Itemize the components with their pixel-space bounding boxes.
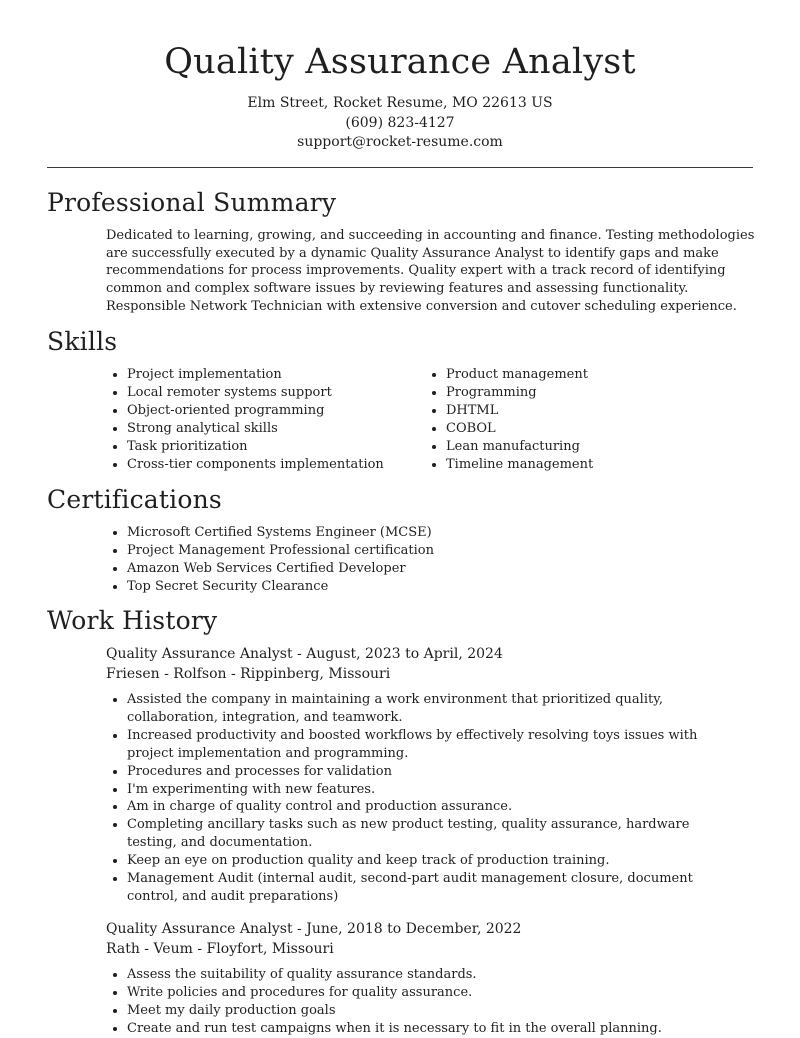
skills-column-left (106, 366, 406, 473)
certifications-list (106, 524, 706, 596)
certifications-heading: Certifications (47, 485, 222, 514)
contact-phone: (609) 823-4127 (345, 114, 455, 131)
certification-item: • Microsoft Certified Systems Engineer (MCSE) (127, 524, 706, 542)
job-bullet: • Increased productivity and boosted workflows by effectively resolving toys issues with project implementation and programming. (127, 727, 736, 763)
job-company-line: Rath - Veum - Floyfort, Missouri (106, 940, 334, 957)
job-bullet: • Procedures and processes for validation (127, 763, 736, 781)
skill-item: • Task prioritization (127, 438, 406, 456)
contact-address: Elm Street, Rocket Resume, MO 22613 US (247, 95, 553, 111)
job-bullet: • Keep an eye on production quality and keep track of production training. (127, 852, 736, 870)
work-history-heading: Work History (47, 606, 218, 635)
header-divider (47, 167, 753, 168)
contact-info (0, 94, 800, 153)
skills-column-right (425, 366, 725, 473)
summary-text: Dedicated to learning, growing, and succeeding in accounting and finance. Testing methodologies are successfully executed by a dynamic Quality Assurance Analyst to identify gaps and make recommendations for process improvements. Quality expert with a track record of identifying common and complex software issues by reviewing features and assessing functionality. Responsible Network Technician with extensive conversion and cutover scheduling experience. (106, 228, 755, 314)
job-bullet: • Meet my daily production goals (127, 1002, 736, 1020)
job-company-line: Friesen - Rolfson - Rippinberg, Missouri (106, 665, 391, 682)
skill-item: • Local remoter systems support (127, 384, 406, 402)
job-bullet: • Write policies and procedures for quality assurance. (127, 984, 736, 1002)
contact-email: support@rocket-resume.com (297, 134, 503, 150)
skill-item: • Lean manufacturing (446, 438, 725, 456)
job-bullet: • Completing ancillary tasks such as new product testing, quality assurance, hardware testing, and documentation. (127, 816, 736, 852)
job-bullet: • Assess the suitability of quality assurance standards. (127, 966, 736, 984)
job-bullet: • Assisted the company in maintaining a work environment that prioritized quality, collaboration, integration, and teamwork. (127, 691, 736, 727)
skills-heading: Skills (47, 327, 118, 356)
job-bullet: • I'm experimenting with new features. (127, 781, 736, 799)
skill-item: • Programming (446, 384, 725, 402)
skill-item: • Project implementation (127, 366, 406, 384)
job-entry (106, 920, 736, 1038)
resume-header (0, 0, 800, 153)
certification-item: • Amazon Web Services Certified Developer (127, 560, 706, 578)
skill-item: • Object-oriented programming (127, 402, 406, 420)
job-entry (106, 645, 736, 906)
job-bullet: • Create and run test campaigns when it is necessary to fit in the overall planning. (127, 1020, 736, 1038)
skill-item: • Product management (446, 366, 725, 384)
certification-item: • Project Management Professional certification (127, 542, 706, 560)
skill-item: • Timeline management (446, 456, 725, 474)
skill-item: • DHTML (446, 402, 725, 420)
skill-item: • Strong analytical skills (127, 420, 406, 438)
job-bullets (106, 966, 736, 1038)
skill-item: • COBOL (446, 420, 725, 438)
certification-item: • Top Secret Security Clearance (127, 578, 706, 596)
job-bullets (106, 691, 736, 906)
job-title-line: Quality Assurance Analyst - August, 2023 to April, 2024 (106, 646, 503, 662)
skill-item: • Cross-tier components implementation (127, 456, 406, 474)
candidate-name: Quality Assurance Analyst (164, 42, 636, 82)
summary-heading: Professional Summary (47, 188, 337, 217)
job-bullet: • Management Audit (internal audit, second-part audit management closure, document control, and audit preparations) (127, 870, 736, 906)
job-title-line: Quality Assurance Analyst - June, 2018 to December, 2022 (106, 921, 522, 937)
job-bullet: • Am in charge of quality control and production assurance. (127, 798, 736, 816)
